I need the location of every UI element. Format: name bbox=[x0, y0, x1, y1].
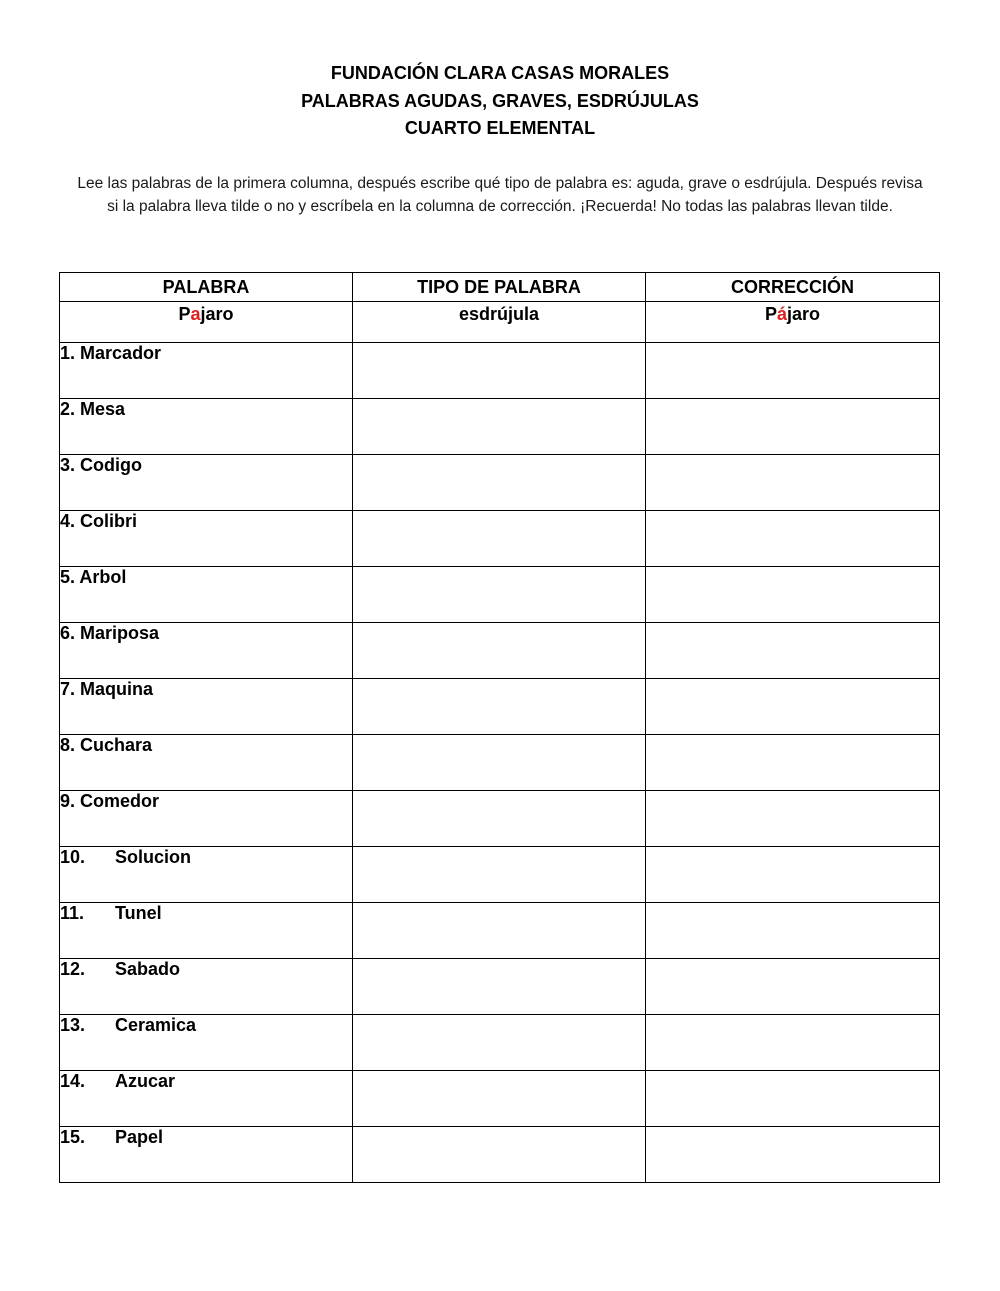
word-text: Maquina bbox=[80, 679, 154, 699]
table-row bbox=[60, 623, 940, 679]
table-row bbox=[60, 847, 940, 903]
word-cell bbox=[60, 343, 353, 399]
word-text: Azucar bbox=[115, 1071, 176, 1091]
correction-answer-cell[interactable] bbox=[646, 623, 940, 679]
type-answer-cell[interactable] bbox=[353, 1015, 646, 1071]
column-header-correccion: CORRECCIÓN bbox=[646, 273, 940, 302]
word-text: Sabado bbox=[115, 959, 181, 979]
word-cell bbox=[60, 567, 353, 623]
column-header-palabra: PALABRA bbox=[60, 273, 353, 302]
table-row bbox=[60, 455, 940, 511]
example-word bbox=[60, 302, 353, 343]
worksheet-title: PALABRAS AGUDAS, GRAVES, ESDRÚJULAS bbox=[301, 90, 699, 111]
type-answer-cell[interactable] bbox=[353, 455, 646, 511]
word-cell bbox=[60, 903, 353, 959]
correction-answer-cell[interactable] bbox=[646, 567, 940, 623]
word-text: Mariposa bbox=[80, 623, 160, 643]
word-text: Comedor bbox=[80, 791, 160, 811]
type-answer-cell[interactable] bbox=[353, 791, 646, 847]
type-answer-cell[interactable] bbox=[353, 735, 646, 791]
correction-answer-cell[interactable] bbox=[646, 399, 940, 455]
word-text: Papel bbox=[115, 1127, 164, 1147]
type-answer-cell[interactable] bbox=[353, 679, 646, 735]
row-number: 11. bbox=[60, 903, 85, 923]
example-word-suffix: jaro bbox=[200, 304, 234, 324]
type-answer-cell[interactable] bbox=[353, 343, 646, 399]
row-number: 15. bbox=[60, 1127, 86, 1147]
worksheet-table bbox=[59, 272, 940, 1183]
word-text: Arbol bbox=[79, 567, 127, 587]
row-number: 7. bbox=[60, 679, 76, 699]
example-correction-suffix: jaro bbox=[787, 304, 821, 324]
row-number: 13. bbox=[60, 1015, 86, 1035]
row-number: 4. bbox=[60, 511, 76, 531]
correction-answer-cell[interactable] bbox=[646, 1127, 940, 1183]
table-row bbox=[60, 567, 940, 623]
type-answer-cell[interactable] bbox=[353, 847, 646, 903]
correction-answer-cell[interactable] bbox=[646, 455, 940, 511]
word-text: Ceramica bbox=[115, 1015, 197, 1035]
correction-answer-cell[interactable] bbox=[646, 511, 940, 567]
institution-title: FUNDACIÓN CLARA CASAS MORALES bbox=[330, 63, 670, 83]
table-row bbox=[60, 1071, 940, 1127]
row-number: 3. bbox=[60, 455, 76, 475]
column-header-tipo: TIPO DE PALABRA bbox=[353, 273, 646, 302]
word-cell bbox=[60, 455, 353, 511]
word-cell bbox=[60, 1127, 353, 1183]
type-answer-cell[interactable] bbox=[353, 567, 646, 623]
word-cell bbox=[60, 679, 353, 735]
instructions-text: Lee las palabras de la primera columna, después escribe qué tipo de palabra es: aguda, grave o esdrújula. Después revisa si la palabra lleva tilde o no y escríbela en la columna de corrección. ¡Recuerda! No todas las palabras llevan tilde. bbox=[77, 175, 923, 215]
row-number: 10. bbox=[60, 847, 86, 867]
correction-answer-cell[interactable] bbox=[646, 959, 940, 1015]
table-row bbox=[60, 959, 940, 1015]
word-cell bbox=[60, 959, 353, 1015]
table-row bbox=[60, 343, 940, 399]
correction-answer-cell[interactable] bbox=[646, 791, 940, 847]
correction-answer-cell[interactable] bbox=[646, 847, 940, 903]
word-text: Marcador bbox=[80, 343, 162, 363]
table-row bbox=[60, 735, 940, 791]
type-answer-cell[interactable] bbox=[353, 623, 646, 679]
type-answer-cell[interactable] bbox=[353, 511, 646, 567]
word-cell bbox=[60, 847, 353, 903]
correction-answer-cell[interactable] bbox=[646, 735, 940, 791]
word-text: Colibri bbox=[80, 511, 138, 531]
row-number: 1. bbox=[60, 343, 76, 363]
correction-answer-cell[interactable] bbox=[646, 1015, 940, 1071]
word-cell bbox=[60, 399, 353, 455]
example-word-prefix: P bbox=[178, 304, 191, 324]
example-correction-prefix: P bbox=[764, 304, 777, 324]
word-text: Cuchara bbox=[80, 735, 153, 755]
word-text: Tunel bbox=[115, 903, 162, 923]
table-row bbox=[60, 903, 940, 959]
grade-level: CUARTO ELEMENTAL bbox=[404, 118, 596, 138]
correction-answer-cell[interactable] bbox=[646, 679, 940, 735]
table-row bbox=[60, 511, 940, 567]
table-row bbox=[60, 791, 940, 847]
example-word-accent: a bbox=[190, 304, 201, 324]
type-answer-cell[interactable] bbox=[353, 959, 646, 1015]
type-answer-cell[interactable] bbox=[353, 903, 646, 959]
word-text: Mesa bbox=[80, 399, 126, 419]
row-number: 6. bbox=[60, 623, 76, 643]
row-number: 8. bbox=[60, 735, 76, 755]
correction-answer-cell[interactable] bbox=[646, 343, 940, 399]
row-number: 9. bbox=[60, 791, 76, 811]
table-header-row bbox=[60, 273, 940, 302]
word-cell bbox=[60, 735, 353, 791]
row-number: 14. bbox=[60, 1071, 86, 1091]
row-number: 5. bbox=[60, 567, 76, 587]
word-cell bbox=[60, 511, 353, 567]
word-cell bbox=[60, 791, 353, 847]
row-number: 2. bbox=[60, 399, 76, 419]
example-type: esdrújula bbox=[353, 302, 646, 343]
type-answer-cell[interactable] bbox=[353, 1127, 646, 1183]
correction-answer-cell[interactable] bbox=[646, 903, 940, 959]
table-row bbox=[60, 399, 940, 455]
table-row bbox=[60, 679, 940, 735]
type-answer-cell[interactable] bbox=[353, 1071, 646, 1127]
worksheet-header bbox=[0, 60, 1000, 143]
word-cell bbox=[60, 1015, 353, 1071]
example-correction-accent: á bbox=[776, 304, 787, 324]
word-cell bbox=[60, 1071, 353, 1127]
word-cell bbox=[60, 623, 353, 679]
word-text: Codigo bbox=[80, 455, 143, 475]
example-correction bbox=[646, 302, 940, 343]
row-number: 12. bbox=[60, 959, 86, 979]
table-row bbox=[60, 1127, 940, 1183]
example-row bbox=[60, 302, 940, 343]
word-text: Solucion bbox=[115, 847, 191, 867]
table-row bbox=[60, 1015, 940, 1071]
correction-answer-cell[interactable] bbox=[646, 1071, 940, 1127]
type-answer-cell[interactable] bbox=[353, 399, 646, 455]
